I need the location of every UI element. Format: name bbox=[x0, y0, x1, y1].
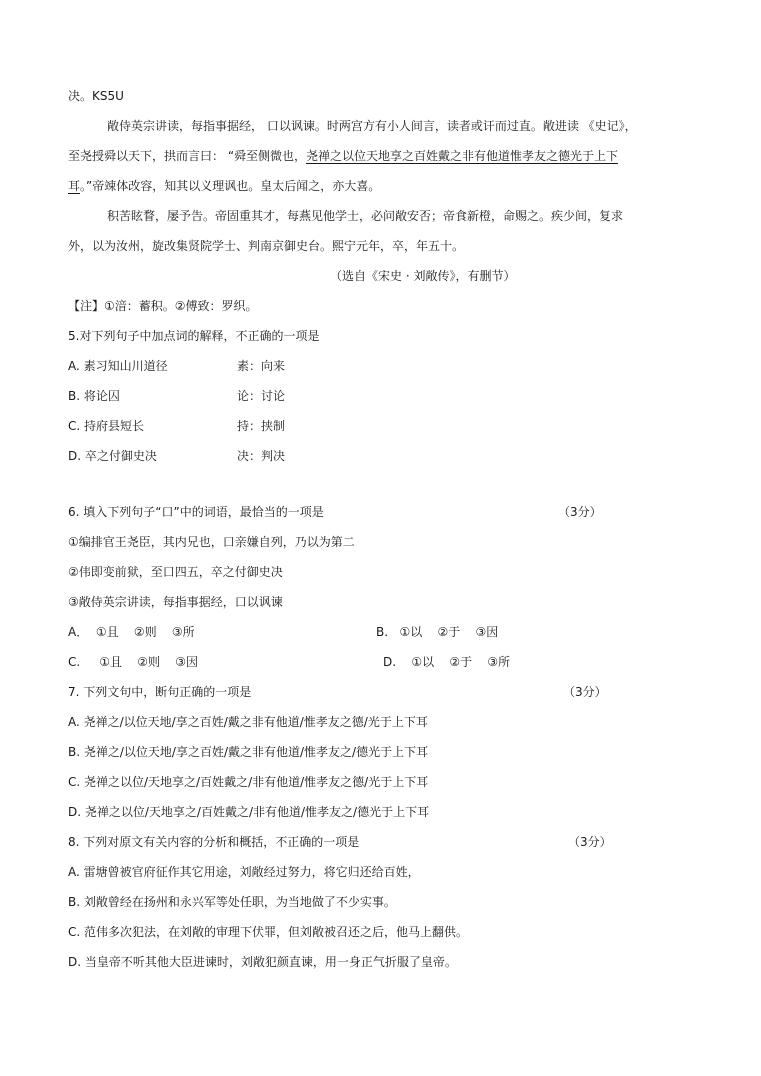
passage-line-1: 决。KS5U bbox=[68, 89, 124, 103]
passage-underlined-end: 耳 bbox=[68, 179, 81, 193]
passage-line-4-text: 。”帝竦体改容，知其以义理讽也。皇太后闻之，亦大喜。 bbox=[80, 179, 381, 193]
q7-score: （3分） bbox=[563, 685, 607, 699]
q8-option-d: D. 当皇帝不听其他大臣进谏时，刘敞犯颜直谏，用一身正气折服了皇帝。 bbox=[68, 955, 457, 969]
q5-option-c-gloss: 持：挟制 bbox=[237, 419, 286, 433]
q6-option-a: A． ①且 ②则 ③所 bbox=[68, 625, 195, 639]
q7-option-c: C. 尧禅之以位/天地享之/百姓戴之/非有他道/惟孝友之德/光于上下耳 bbox=[68, 775, 429, 789]
passage-source: （选自《宋史 · 刘敞传》，有删节） bbox=[330, 269, 516, 283]
q7-option-d: D. 尧禅之以位/天地享之/百姓戴之/非有他道/惟孝友之/德光于上下耳 bbox=[68, 805, 430, 819]
q6-option-c: C. ①且 ②则 ③因 bbox=[68, 655, 199, 669]
passage-line-3-text: 至尧授舜以天下，拱而言曰： “舜至侧微也， bbox=[68, 149, 307, 163]
q8-option-b: B. 刘敞曾经在扬州和永兴军等处任职，为当地做了不少实事。 bbox=[68, 895, 396, 909]
q5-option-a-gloss: 素：向来 bbox=[237, 359, 286, 373]
q6-sentence-2: ②伟即变前狱，至口四五，卒之付御史决 bbox=[68, 565, 283, 579]
q5-option-c: C. 持府县短长 bbox=[68, 419, 145, 433]
q6-score: （3分） bbox=[558, 505, 602, 519]
q8-stem: 8. 下列对原文有关内容的分析和概括，不正确的一项是 bbox=[68, 835, 360, 849]
q6-stem: 6. 填入下列句子“口”中的词语，最恰当的一项是 bbox=[68, 505, 324, 519]
passage-line-5: 积苦眩瞀，屡予告。帝固重其才，每燕见他学士，必问敞安否；帝食新橙，命赐之。疾少间，复求 bbox=[107, 209, 624, 223]
passage-line-6: 外，以为汝州，旋改集贤院学士、判南京御史台。熙宁元年，卒，年五十。 bbox=[68, 239, 465, 253]
q8-option-c: C. 范伟多次犯法，在刘敞的审理下伏罪，但刘敞被召还之后，他马上翻供。 bbox=[68, 925, 469, 939]
q7-option-b: B. 尧禅之/以位天地/享之百姓/戴之非有他道/惟孝友之/德光于上下耳 bbox=[68, 745, 429, 759]
q8-option-a: A. 雷塘曾被官府征作其它用途，刘敞经过努力，将它归还给百姓， bbox=[68, 865, 420, 879]
q7-stem: 7. 下列文句中，断句正确的一项是 bbox=[68, 685, 252, 699]
q6-sentence-3: ③敞侍英宗讲读，每指事据经，口以讽谏 bbox=[68, 595, 283, 609]
q7-option-a: A. 尧禅之/以位天地/享之百姓/戴之非有他道/惟孝友之德/光于上下耳 bbox=[68, 715, 428, 729]
q6-option-d: D. ①以 ②于 ③所 bbox=[383, 655, 511, 669]
passage-line-3 bbox=[68, 148, 618, 164]
passage-underlined-sentence: 尧禅之以位天地享之百姓戴之非有他道惟孝友之德光于上下 bbox=[306, 149, 619, 163]
q5-option-a: A. 素习知山川道径 bbox=[68, 359, 168, 373]
q5-option-b-gloss: 论：讨论 bbox=[237, 389, 286, 403]
q5-stem: 5.对下列句子中加点词的解释，不正确的一项是 bbox=[68, 329, 320, 343]
q6-option-b: B. ①以 ②于 ③因 bbox=[376, 625, 499, 639]
passage-line-4 bbox=[68, 178, 380, 194]
q6-sentence-1: ①编排官王尧臣，其内兄也，口亲嫌自列，乃以为第二 bbox=[68, 535, 355, 549]
q5-option-d: D. 卒之付御史决 bbox=[68, 449, 157, 463]
q5-option-d-gloss: 决：判决 bbox=[237, 449, 286, 463]
passage-line-2: 敞侍英宗讲读，每指事据经， 口以讽谏。时两宫方有小人间言，读者或讦而过直。敞进读 《史记》， bbox=[107, 119, 637, 133]
passage-note: 【注】①湆：蓄积。②傅致：罗织。 bbox=[68, 299, 258, 313]
q5-option-b: B. 将论囚 bbox=[68, 389, 120, 403]
q8-score: （3分） bbox=[568, 835, 612, 849]
